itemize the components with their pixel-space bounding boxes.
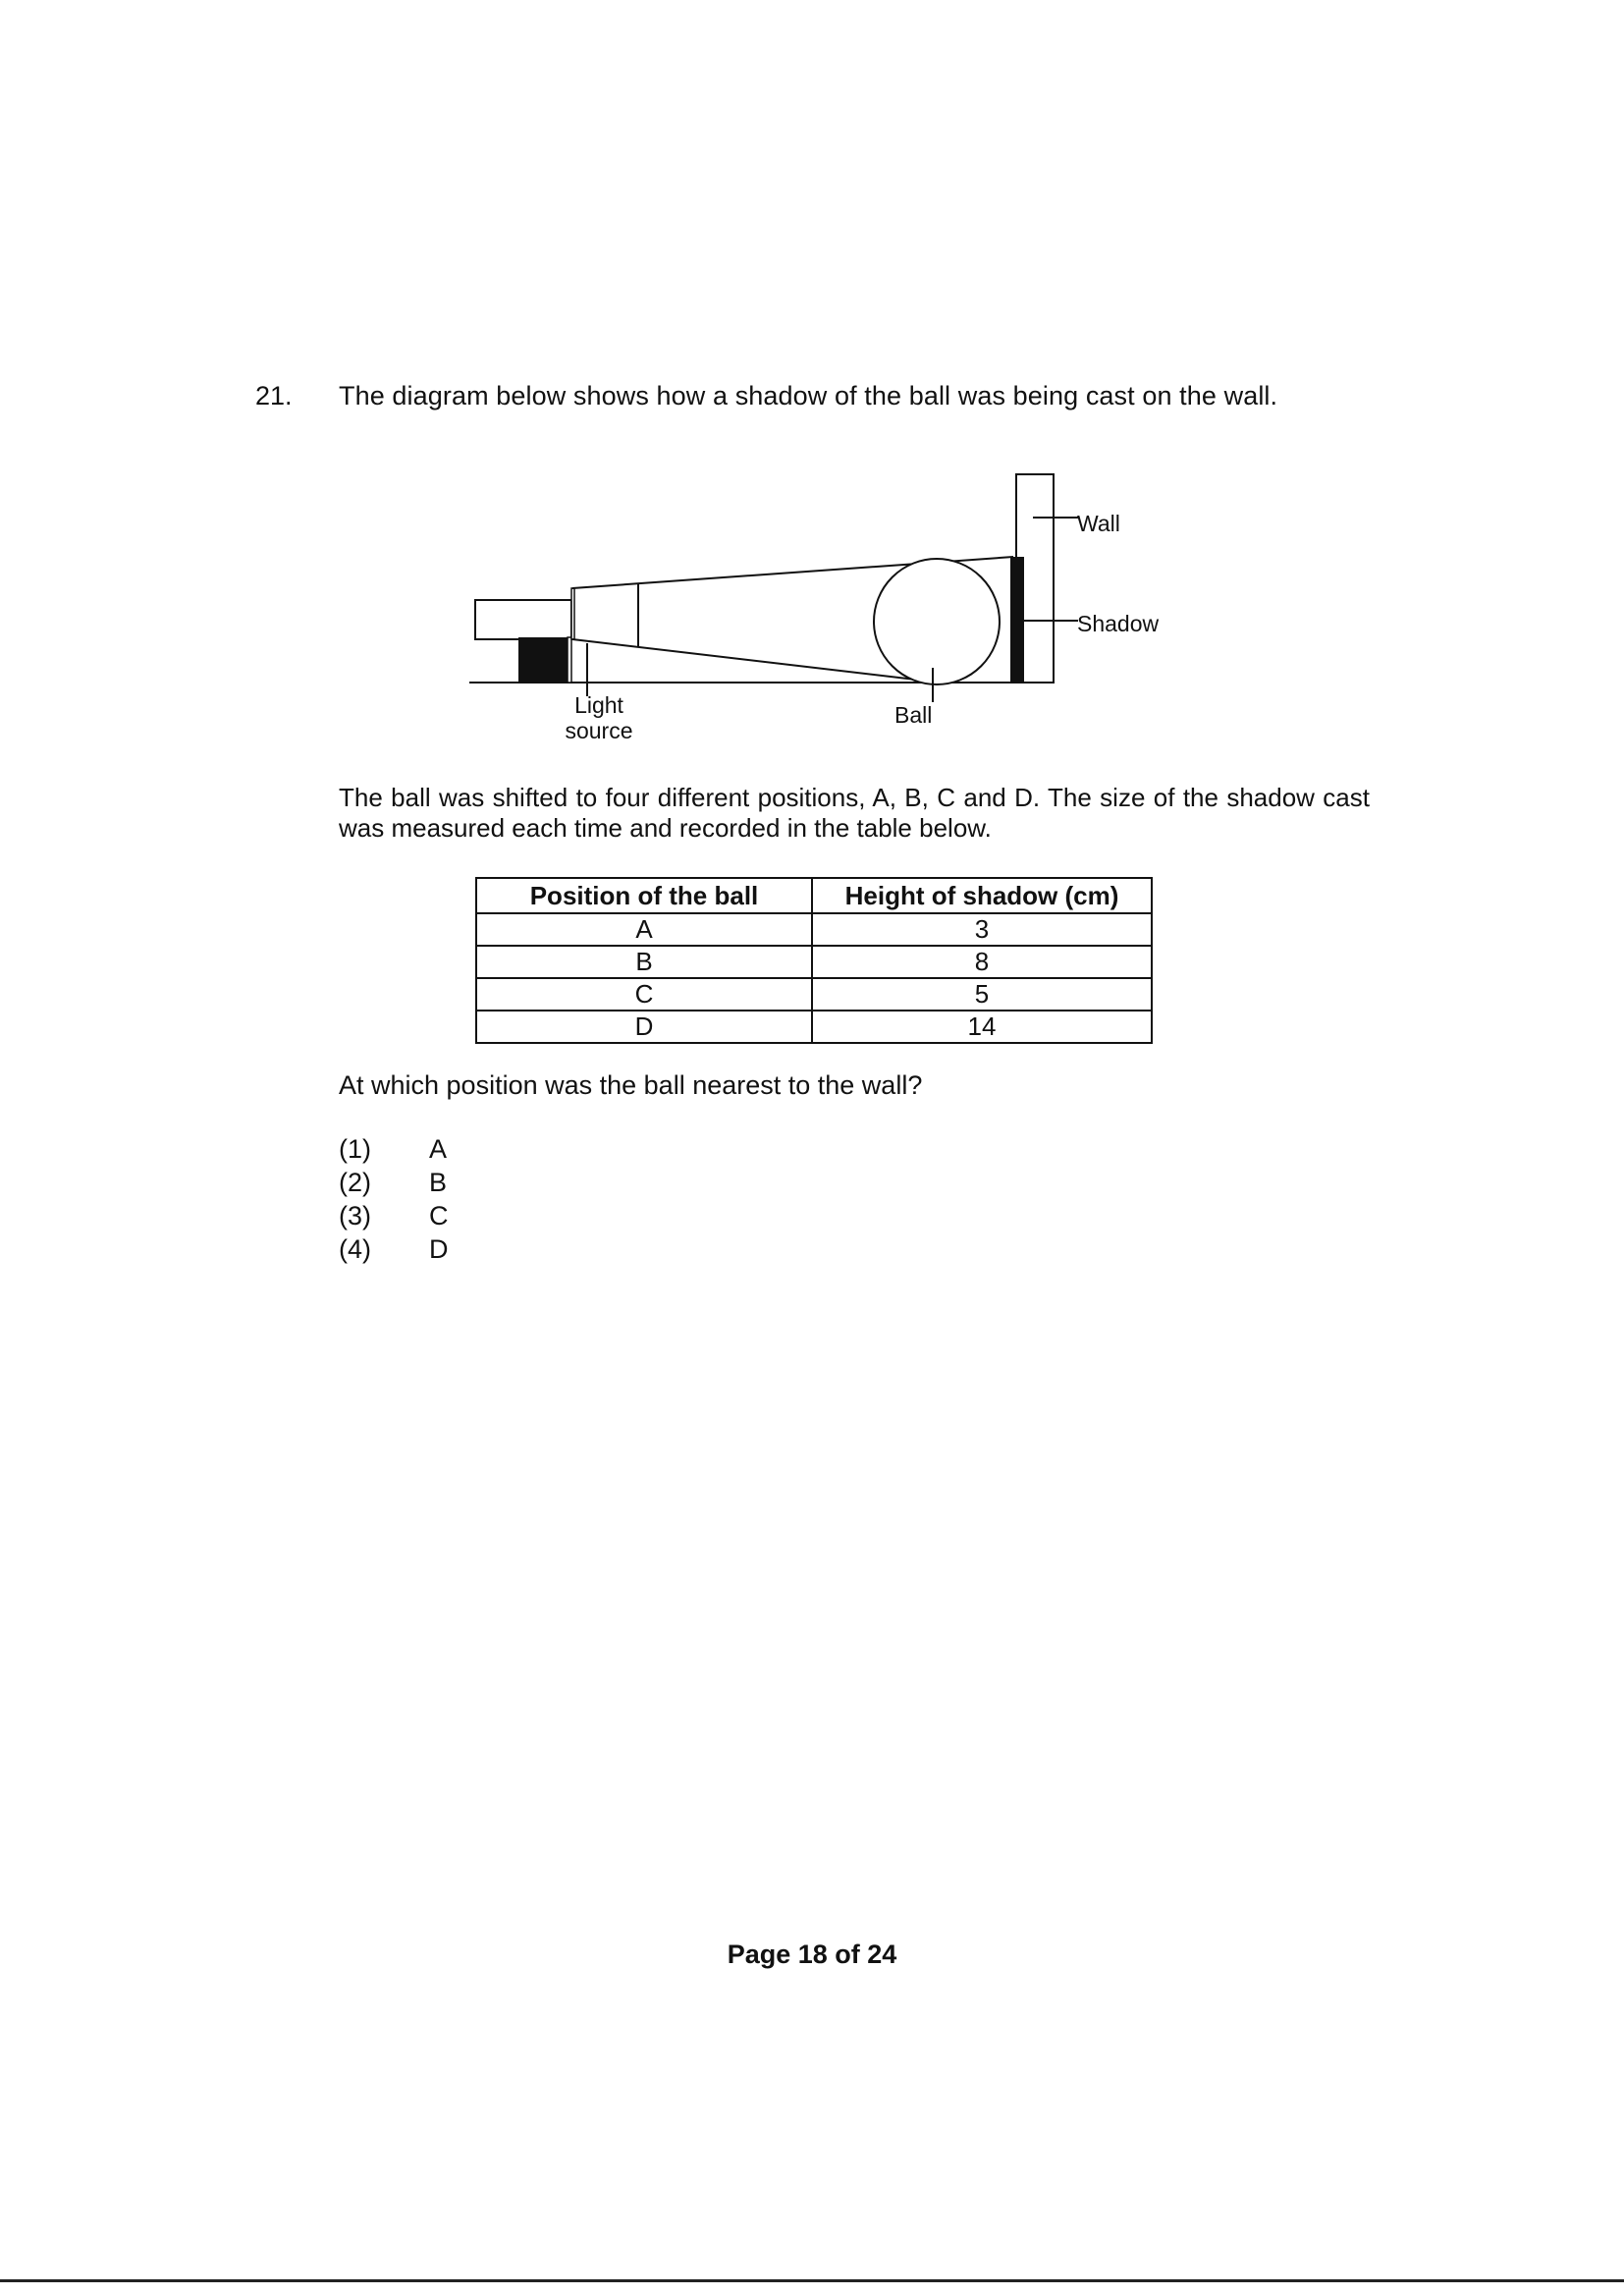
option-number: (4) [339, 1234, 371, 1264]
option-1[interactable] [339, 1132, 449, 1166]
option-text: A [429, 1134, 448, 1164]
table-header-row [476, 878, 1152, 913]
table-row [476, 1011, 1152, 1043]
light-source-label [550, 692, 648, 744]
shadow [1010, 557, 1024, 683]
table-row [476, 978, 1152, 1011]
description-paragraph: The ball was shifted to four different positions, A, B, C and D. The size of the shadow cast was measured each time and recorded in the table below. [339, 783, 1370, 844]
light-source-label-line2: source [565, 718, 633, 744]
question-prompt: At which position was the ball nearest to the wall? [339, 1070, 923, 1100]
shadow-label: Shadow [1077, 611, 1160, 636]
option-text: B [429, 1168, 448, 1197]
ball-label: Ball [894, 702, 933, 728]
option-text: C [429, 1201, 449, 1230]
table-header: Height of shadow (cm) [812, 878, 1152, 913]
table-cell: 5 [812, 978, 1152, 1011]
bottom-rule [0, 2279, 1624, 2282]
page-footer: Page 18 of 24 [727, 1940, 897, 1969]
table-cell: D [476, 1011, 812, 1043]
torch-body [475, 600, 571, 639]
table-row [476, 946, 1152, 978]
table-cell: B [476, 946, 812, 978]
shadow-table [475, 877, 1153, 1044]
option-2[interactable] [339, 1166, 449, 1199]
option-number: (3) [339, 1201, 371, 1230]
shadow-diagram [452, 457, 1198, 756]
option-number: (1) [339, 1134, 371, 1164]
wall-label: Wall [1077, 511, 1120, 536]
table-header: Position of the ball [476, 878, 812, 913]
option-number: (2) [339, 1168, 371, 1197]
answer-options [339, 1132, 449, 1266]
table-cell: C [476, 978, 812, 1011]
question-text: The diagram below shows how a shadow of the ball was being cast on the wall. [339, 381, 1278, 410]
table-cell: A [476, 913, 812, 946]
table-row [476, 913, 1152, 946]
light-source-label-line1: Light [574, 692, 623, 718]
option-text: D [429, 1234, 449, 1264]
option-3[interactable] [339, 1199, 449, 1232]
ball [874, 559, 1000, 684]
option-4[interactable] [339, 1232, 449, 1266]
torch-base [518, 637, 568, 683]
question-number: 21. [255, 381, 293, 410]
table-cell: 14 [812, 1011, 1152, 1043]
table-cell: 3 [812, 913, 1152, 946]
table-cell: 8 [812, 946, 1152, 978]
